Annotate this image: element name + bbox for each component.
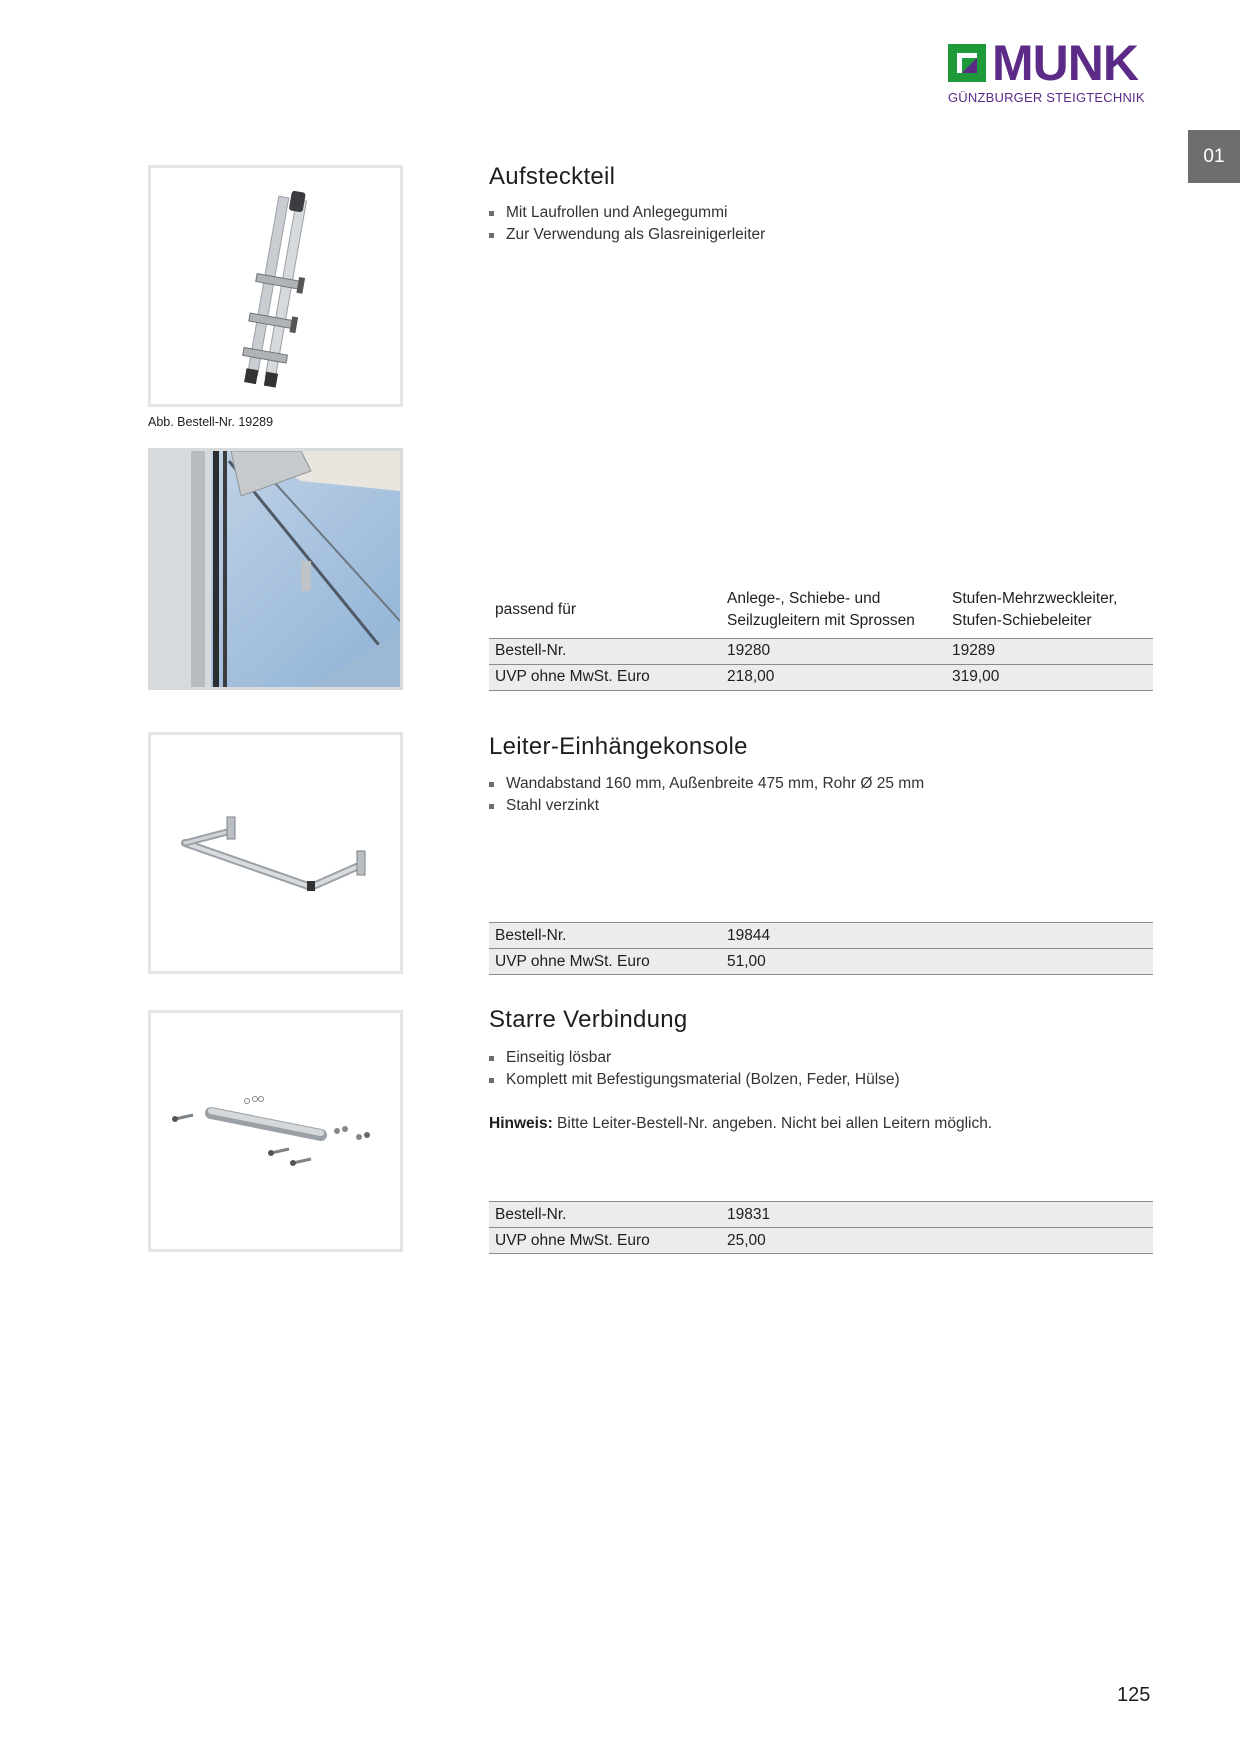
product-photo-in-use	[148, 448, 403, 690]
brand-tagline: GÜNZBURGER STEIGTECHNIK	[948, 90, 1145, 105]
hint-note	[489, 1115, 992, 1133]
product-image-einhaengekonsole	[148, 732, 403, 974]
table-cell: UVP ohne MwSt. Euro	[489, 664, 721, 690]
munk-logo	[948, 35, 1152, 106]
table-row	[489, 949, 1153, 975]
price-table-aufsteckteil	[489, 582, 1153, 691]
feature-list-einhaengekonsole	[489, 773, 924, 817]
table-cell: 218,00	[721, 664, 946, 690]
product-title-starre-verbindung: Starre Verbindung	[489, 1006, 688, 1033]
table-row	[489, 923, 1153, 949]
price-table-einhaengekonsole	[489, 922, 1153, 975]
wall-bracket-illustration	[151, 735, 400, 971]
table-header-row	[489, 582, 1153, 638]
image-caption: Abb. Bestell-Nr. 19289	[148, 415, 274, 429]
table-row	[489, 1228, 1153, 1254]
table-cell: 319,00	[946, 664, 1153, 690]
table-cell: 19280	[721, 638, 946, 664]
page-number: 125	[1117, 1684, 1151, 1706]
table-header-cell: Stufen-Mehrzweckleiter, Stufen-Schiebeleiter	[952, 589, 1118, 629]
munk-logo-mark-icon	[948, 44, 986, 82]
feature-list-aufsteckteil	[489, 202, 765, 246]
table-cell: UVP ohne MwSt. Euro	[489, 1228, 721, 1254]
feature-item: Zur Verwendung als Glasreinigerleiter	[489, 224, 765, 246]
table-cell: 19289	[946, 638, 1153, 664]
feature-list-starre-verbindung	[489, 1047, 900, 1091]
feature-item: Wandabstand 160 mm, Außenbreite 475 mm, Rohr Ø 25 mm	[489, 773, 924, 795]
brand-name: MUNK	[992, 35, 1138, 91]
product-title-einhaengekonsole: Leiter-Einhängekonsole	[489, 733, 748, 760]
price-table-starre-verbindung	[489, 1201, 1153, 1254]
product-title-aufsteckteil: Aufsteckteil	[489, 163, 616, 190]
hint-label: Hinweis:	[489, 1115, 553, 1132]
product-image-starre-verbindung	[148, 1010, 403, 1252]
table-cell: Bestell-Nr.	[489, 923, 721, 949]
table-row	[489, 638, 1153, 664]
hint-text: Bitte Leiter-Bestell-Nr. angeben. Nicht bei allen Leitern möglich.	[557, 1115, 993, 1132]
table-cell: UVP ohne MwSt. Euro	[489, 949, 721, 975]
table-cell: 19831	[721, 1202, 1153, 1228]
table-header-cell: Anlege-, Schiebe- und Seilzugleitern mit Sprossen	[727, 589, 915, 629]
ladder-attachment-illustration	[151, 168, 400, 404]
table-cell: 19844	[721, 923, 1153, 949]
table-cell: 51,00	[721, 949, 1153, 975]
table-cell: 25,00	[721, 1228, 1153, 1254]
table-row	[489, 1202, 1153, 1228]
window-cleaning-photo	[151, 451, 400, 687]
feature-item: Stahl verzinkt	[489, 795, 924, 817]
product-image-aufsteckteil	[148, 165, 403, 407]
feature-item: Mit Laufrollen und Anlegegummi	[489, 202, 765, 224]
table-cell: Bestell-Nr.	[489, 638, 721, 664]
table-header-cell: passend für	[495, 600, 576, 618]
feature-item: Komplett mit Befestigungsmaterial (Bolzen, Feder, Hülse)	[489, 1069, 900, 1091]
table-cell: Bestell-Nr.	[489, 1202, 721, 1228]
feature-item: Einseitig lösbar	[489, 1047, 900, 1069]
chapter-tab: 01	[1188, 130, 1240, 183]
table-row	[489, 664, 1153, 690]
rigid-connector-illustration	[151, 1013, 400, 1249]
